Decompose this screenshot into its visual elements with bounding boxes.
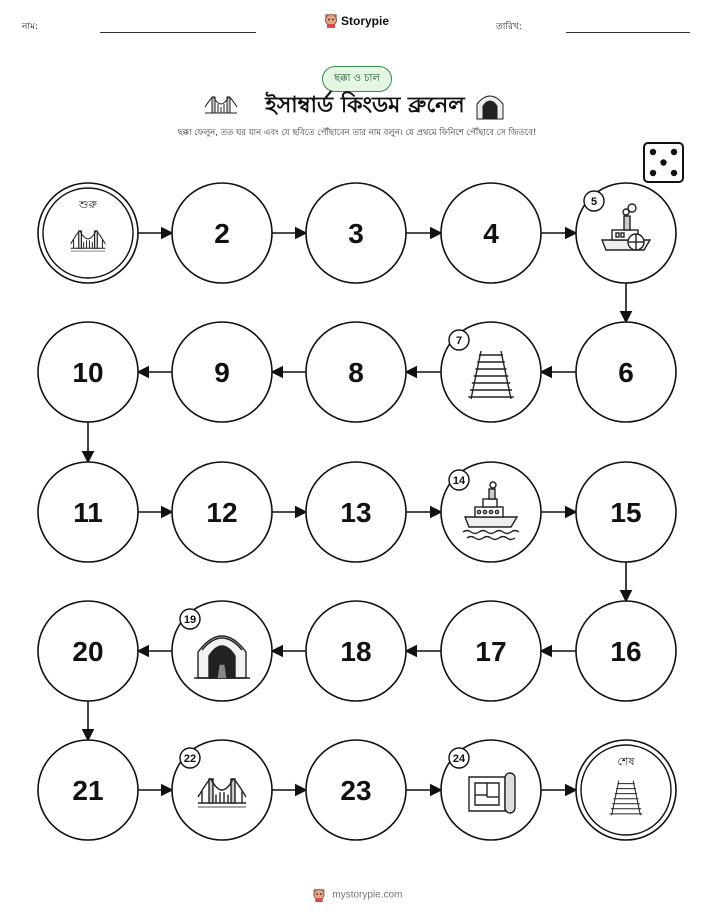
board-cell-2[interactable] <box>172 183 272 283</box>
cell-badge: 5 <box>590 196 598 208</box>
board-cell-14[interactable] <box>441 462 541 562</box>
cell-badge: 14 <box>452 475 466 487</box>
board-cell-11[interactable] <box>38 462 138 562</box>
footer <box>0 888 714 902</box>
cell-badge: 7 <box>455 335 463 347</box>
board-cell-16[interactable] <box>576 601 676 701</box>
board-cell-10[interactable] <box>38 322 138 422</box>
board-cell-3[interactable] <box>306 183 406 283</box>
name-label: নাম: <box>22 22 39 32</box>
board-cell-8[interactable] <box>306 322 406 422</box>
instructions: ছক্কা ফেলুন, তত ঘর যান এবং যে ছবিতে পৌঁছাবেন তার নাম বলুন। যে প্রথমে ফিনিশে পৌঁছাবে সে জিতবে! <box>177 128 537 138</box>
game-type-pill: ছক্কা ও চাল <box>322 66 392 92</box>
cell-number: 11 <box>73 497 103 528</box>
cell-number: 2 <box>214 218 230 249</box>
blueprint-icon <box>469 773 515 813</box>
footer-url[interactable]: mystorypie.com <box>332 889 403 901</box>
cell-number: 15 <box>610 497 642 528</box>
board-cell-13[interactable] <box>306 462 406 562</box>
cell-number: 8 <box>348 357 364 388</box>
dice-icon[interactable] <box>644 143 683 182</box>
cell-number: 6 <box>618 357 634 388</box>
cell-badge: 19 <box>183 614 197 626</box>
board-cell-9[interactable] <box>172 322 272 422</box>
board-cell-1[interactable] <box>38 183 138 283</box>
cell-number: 17 <box>475 636 507 667</box>
start-label: শুরু <box>79 198 97 211</box>
cell-number: 18 <box>340 636 372 667</box>
board-cell-4[interactable] <box>441 183 541 283</box>
brand-name: Storypie <box>341 13 390 28</box>
cell-number: 3 <box>348 218 364 249</box>
finish-label: শেষ <box>617 755 635 768</box>
board-cell-17[interactable] <box>441 601 541 701</box>
cell-badge: 24 <box>452 753 466 765</box>
cell-number: 4 <box>483 218 499 249</box>
board-cell-23[interactable] <box>306 740 406 840</box>
date-label: তারিখ: <box>496 22 522 32</box>
cell-number: 21 <box>72 775 104 806</box>
board-cell-18[interactable] <box>306 601 406 701</box>
board-cell-21[interactable] <box>38 740 138 840</box>
cell-number: 12 <box>206 497 238 528</box>
board-cell-22[interactable] <box>172 740 272 840</box>
board-cell-12[interactable] <box>172 462 272 562</box>
cell-badge: 22 <box>183 753 197 765</box>
board-cell-25[interactable] <box>576 740 676 840</box>
board-cell-19[interactable] <box>172 601 272 701</box>
page-title: ইসাম্বার্ড কিংডম ব্রুনেল <box>265 93 465 118</box>
board-cell-6[interactable] <box>576 322 676 422</box>
board-cell-7[interactable] <box>441 322 541 422</box>
mascot-icon <box>312 888 326 902</box>
cell-number: 10 <box>72 357 104 388</box>
cell-number: 13 <box>340 497 372 528</box>
board-cell-15[interactable] <box>576 462 676 562</box>
board-cell-20[interactable] <box>38 601 138 701</box>
board-cell-5[interactable] <box>576 183 676 283</box>
board-cell-24[interactable] <box>441 740 541 840</box>
cell-number: 20 <box>72 636 104 667</box>
cell-number: 23 <box>340 775 372 806</box>
cell-number: 16 <box>610 636 642 667</box>
cell-number: 9 <box>214 357 230 388</box>
